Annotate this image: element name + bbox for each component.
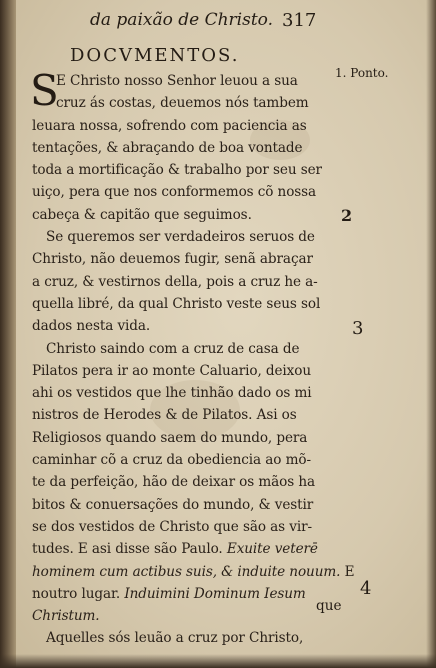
latin-quote: Christum.: [32, 608, 100, 625]
text-line: se dos vestidos de Christo que são as vir-: [32, 518, 312, 535]
text-line: Christo saindo com a cruz de casa de: [46, 340, 300, 357]
text-line: quella libré, da qual Christo veste seus sol: [32, 295, 321, 312]
text-segment: noutro lugar.: [32, 585, 121, 602]
text-line: Se queremos ser verdadeiros seruos de: [46, 229, 315, 246]
text-line: toda a mortificação & trabalho por seu ser: [32, 162, 322, 179]
text-line: cruz ás costas, deuemos nós tambem: [56, 95, 309, 112]
drop-capital: S: [30, 66, 59, 115]
margin-number-3: 3: [352, 318, 364, 339]
text-line: [32, 583, 332, 605]
text-line: a cruz, & vestirnos della, pois a cruz he a-: [32, 273, 318, 290]
section-heading: DOCVMENTOS.: [70, 45, 240, 66]
text-line: [32, 561, 355, 583]
text-line: leuara nossa, sofrendo com paciencia as: [32, 117, 307, 134]
text-line: ahi os vestidos que lhe tinhão dado os mi: [32, 385, 312, 402]
margin-note-ponto: 1. Ponto.: [335, 66, 389, 80]
text-line: Christo, não deuemos fugir, senã abraçar: [32, 251, 313, 268]
running-head: da paixão de Christo.: [90, 10, 273, 30]
book-binding: [0, 0, 16, 668]
page-edge-bottom: [0, 654, 436, 668]
margin-number-4: 4: [360, 578, 372, 599]
text-segment: E: [344, 563, 355, 580]
text-line: cabeça & capitão que seguimos.: [32, 206, 252, 223]
latin-quote: Induimini Dominum Iesum: [124, 585, 306, 602]
text-segment: tudes. E asi disse são Paulo.: [32, 541, 223, 558]
text-line: [32, 605, 332, 627]
text-line: E Christo nosso Senhor leuou a sua: [56, 73, 298, 89]
text-line: Religiosos quando saem do mundo, pera: [32, 429, 308, 446]
text-line: uiço, pera que nos conformemos cõ nossa: [32, 184, 317, 201]
text-line: te da perfeição, hão de deixar os mãos ha: [32, 474, 316, 491]
text-line: bitos & conuersações do mundo, & vestir: [32, 496, 314, 513]
text-line: tentações, & abraçando de boa vontade: [32, 139, 303, 156]
page-number: 317: [282, 10, 317, 31]
text-line: dados nesta vida.: [32, 318, 151, 335]
text-line: caminhar cõ a cruz da obediencia ao mõ-: [32, 452, 311, 469]
text-line: Aquelles sós leuão a cruz por Christo,: [46, 630, 304, 647]
text-line: Pilatos pera ir ao monte Caluario, deixou: [32, 362, 311, 379]
latin-quote: Exuite veterē: [226, 541, 318, 558]
body-text: [30, 66, 355, 650]
latin-quote: hominem cum actibus suis, & induite nouum.: [32, 563, 341, 580]
page-edge-right: [426, 0, 436, 668]
catchword: que: [316, 598, 342, 614]
text-line: nistros de Herodes & de Pilatos. Asi os: [32, 407, 297, 424]
margin-number-2: 2: [341, 206, 353, 225]
text-line: [32, 538, 332, 560]
